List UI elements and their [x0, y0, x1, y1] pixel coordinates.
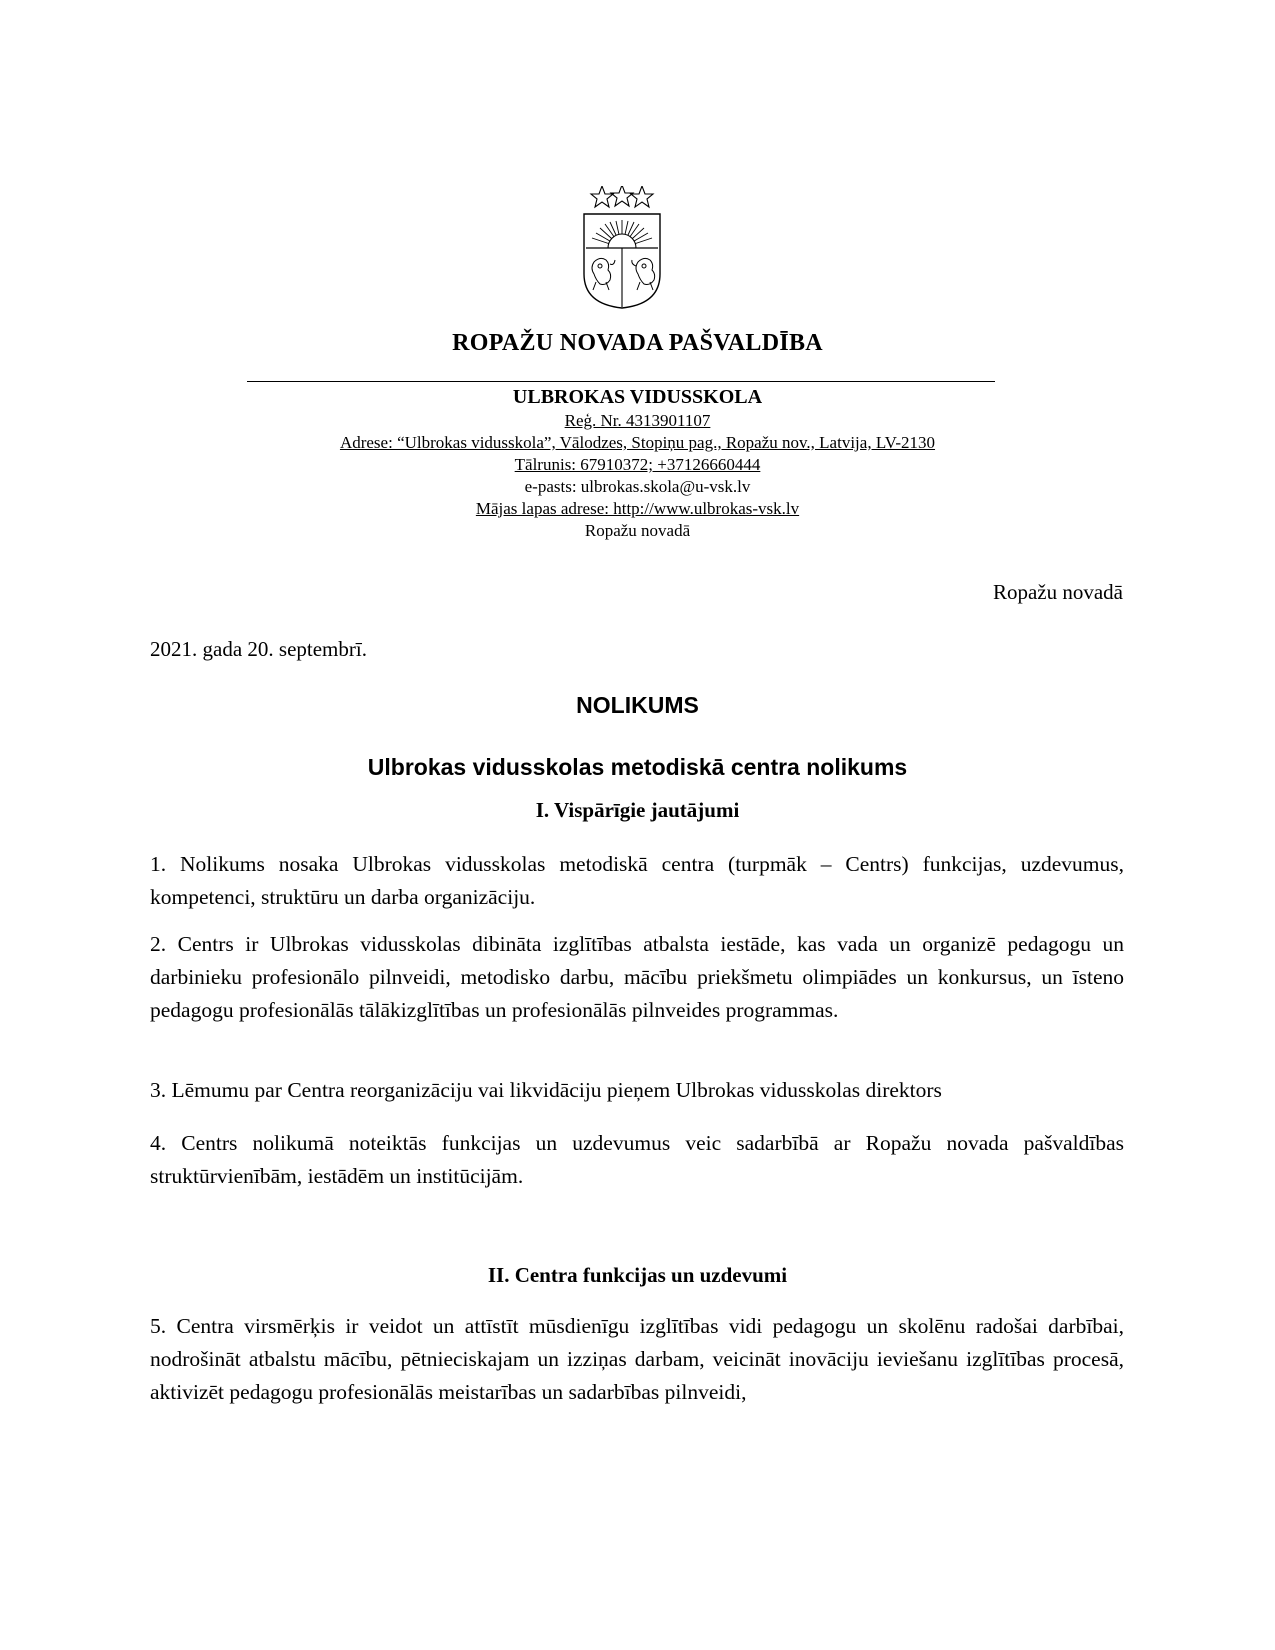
document-type: NOLIKUMS: [576, 692, 699, 718]
section-heading-functions: II. Centra funkcijas un uzdevumi: [487, 1263, 788, 1287]
document-date: 2021. gada 20. septembrī.: [150, 637, 367, 661]
school-address: Adrese: “Ulbrokas vidusskola”, Vālodzes, Stopiņu pag., Ropažu nov., Latvija, LV-2130: [339, 433, 936, 452]
coat-of-arms-icon: [580, 186, 664, 310]
registration-number: Reģ. Nr. 4313901107: [564, 411, 711, 430]
school-website: Mājas lapas adrese: http://www.ulbrokas-vsk.lv: [475, 499, 800, 518]
document-title: Ulbrokas vidusskolas metodiskā centra nolikums: [367, 754, 908, 780]
paragraph-2: 2. Centrs ir Ulbrokas vidusskolas dibināta izglītības atbalsta iestāde, kas vada un organizē pedagogu un darbinieku profesionālo pilnveidi, metodisko darbu, mācību priekšmetu olimpiādes un konkursus, un īsteno pedagogu profesionālās tālākizglītības un profesionālās pilnveides programmas.: [150, 932, 1124, 1022]
paragraph-5: 5. Centra virsmērķis ir veidot un attīstīt mūsdienīgu izglītības vidi pedagogu un skolēnu radošai darbībai, nodrošināt atbalstu mācību, pētnieciskajam un izziņas darbam, veicināt inovāciju ieviešanu izglītības procesā, aktivizēt pedagogu profesionālās meistarības un sadarbības pilnveidi,: [150, 1314, 1124, 1404]
municipality-name: ROPAŽU NOVADA PAŠVALDĪBA: [452, 330, 823, 356]
school-name: ULBROKAS VIDUSSKOLA: [512, 386, 763, 408]
school-location: Ropažu novadā: [584, 521, 691, 540]
header-divider: [247, 381, 995, 382]
document-place: Ropažu novadā: [992, 580, 1123, 604]
school-info-block: [0, 384, 1275, 542]
paragraph-3: 3. Lēmumu par Centra reorganizāciju vai likvidāciju pieņem Ulbrokas vidusskolas direktors: [150, 1078, 942, 1102]
section-heading-general: I. Vispārīgie jautājumi: [535, 798, 740, 822]
paragraph-1: 1. Nolikums nosaka Ulbrokas vidusskolas metodiskā centra (turpmāk – Centrs) funkcijas, uzdevumus, kompetenci, struktūru un darba organizāciju.: [150, 852, 1124, 909]
school-phone: Tālrunis: 67910372; +37126660444: [514, 455, 761, 474]
school-email: e-pasts: ulbrokas.skola@u-vsk.lv: [524, 477, 751, 496]
paragraph-4: 4. Centrs nolikumā noteiktās funkcijas un uzdevumus veic sadarbībā ar Ropažu novada pašvaldības struktūrvienībām, iestādēm un institūcijām.: [150, 1131, 1124, 1188]
